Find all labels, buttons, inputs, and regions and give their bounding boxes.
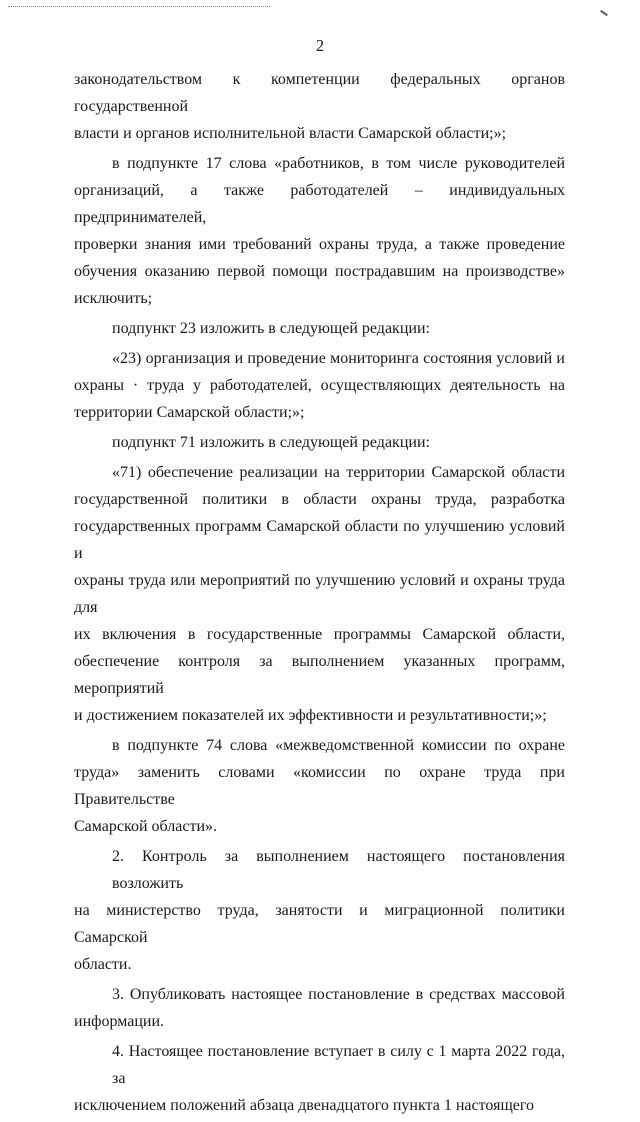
paragraph-line: информации. — [74, 1013, 165, 1030]
paragraph-line: 2. Контроль за выполнением настоящего постановления возложить — [112, 848, 565, 892]
paragraph-line: труда» заменить словами «комиссии по охране труда при Правительстве — [74, 764, 565, 808]
paragraph-line: власти и органов исполнительной власти Самарской области;»; — [74, 125, 507, 142]
paragraph-line: 3. Опубликовать настоящее постановление в средствах массовой — [112, 986, 565, 1003]
document-body — [74, 66, 565, 1122]
paragraph-line: охраны труда или мероприятий по улучшению условий и охраны труда для — [74, 572, 565, 616]
paragraph-p10 — [74, 1038, 565, 1119]
paragraph-line: 4. Настоящее постановление вступает в силу с 1 марта 2022 года, за — [112, 1043, 565, 1087]
paragraph-p4 — [74, 345, 565, 426]
paragraph-line: государственной политики в области охраны труда, разработка — [74, 491, 565, 508]
paragraph-p5 — [74, 429, 565, 456]
paragraph-line: на министерство труда, занятости и миграционной политики Самарской — [74, 902, 565, 946]
paragraph-p8 — [74, 843, 565, 978]
paragraph-line: подпункт 71 изложить в следующей редакции: — [112, 434, 430, 451]
paragraph-line: обеспечение контроля за выполнением указанных программ, мероприятий — [74, 653, 565, 697]
paragraph-line: Самарской области». — [74, 818, 217, 835]
paragraph-line: их включения в государственные программы Самарской области, — [74, 626, 565, 643]
paragraph-line: законодательством к компетенции федеральных органов государственной — [74, 71, 565, 115]
paragraph-line: «71) обеспечение реализации на территории Самарской области — [112, 464, 565, 481]
paragraph-line: организаций, а также работодателей – индивидуальных предпринимателей, — [74, 182, 565, 226]
paragraph-line: подпункт 23 изложить в следующей редакции: — [112, 320, 430, 337]
paragraph-line: в подпункте 17 слова «работников, в том числе руководителей — [112, 155, 565, 172]
paragraph-p2 — [74, 150, 565, 312]
paragraph-line: «23) организация и проведение мониторинга состояния условий и — [112, 350, 565, 367]
paragraph-line: охраны · труда у работодателей, осуществляющих деятельность на — [74, 377, 565, 394]
paragraph-p7 — [74, 732, 565, 840]
paragraph-line: в подпункте 74 слова «межведомственной комиссии по охране — [112, 737, 565, 754]
paragraph-line: проверки знания ими требований охраны труда, а также проведение — [74, 236, 565, 253]
paragraph-line: исключением положений абзаца двенадцатого пункта 1 настоящего — [74, 1097, 535, 1114]
paragraph-line: и достижением показателей их эффективности и результативности;»; — [74, 707, 547, 724]
paragraph-p9 — [74, 981, 565, 1035]
paragraph-p1 — [74, 66, 565, 147]
page-number: 2 — [315, 36, 325, 55]
paragraph-line: области. — [74, 956, 132, 973]
paragraph-line: исключить; — [74, 290, 153, 307]
paragraph-line: обучения оказанию первой помощи пострадавшим на производстве» — [74, 263, 565, 280]
paragraph-line: территории Самарской области;»; — [74, 404, 305, 421]
paragraph-p6 — [74, 459, 565, 729]
scan-top-edge-line — [8, 6, 270, 7]
paragraph-p3 — [74, 315, 565, 342]
paragraph-line: государственных программ Самарской области по улучшению условий и — [74, 518, 565, 562]
scan-artifact-mark — [600, 10, 608, 16]
